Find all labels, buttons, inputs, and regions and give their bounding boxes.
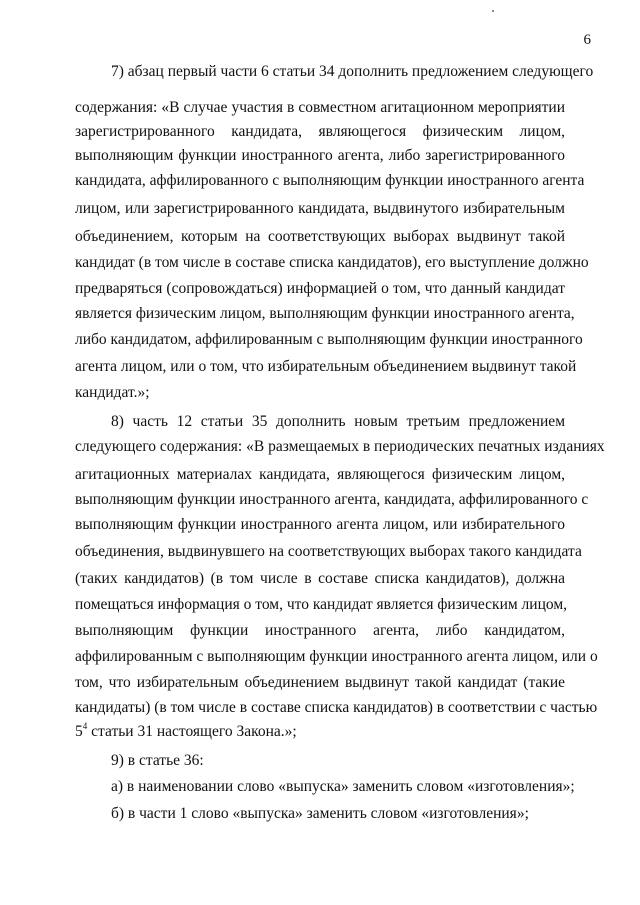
para-8-line: следующего содержания: «В размещаемых в периодических печатных изданиях	[75, 438, 605, 455]
para-8-line: выполняющим функции иностранного агента, либо кандидатом,	[75, 622, 565, 639]
para-7-line: выполняющим функции иностранного агента, либо зарегистрированного	[75, 147, 565, 164]
para-8-last-line-text: статьи 31 настоящего Закона.»;	[87, 723, 297, 740]
para-8-line: объединения, выдвинувшего на соответствующих выборах такого кандидата	[75, 543, 582, 560]
para-8-line: (таких кандидатов) (в том числе в составе списка кандидатов), должна	[75, 570, 565, 587]
para-8-line: 8) часть 12 статьи 35 дополнить новым третьим предложением	[111, 413, 565, 430]
para-7-line: 7) абзац первый части 6 статьи 34 дополнить предложением следующего	[111, 63, 594, 80]
para-7-line: предваряться (сопровождаться) информацией о том, что данный кандидат	[75, 280, 565, 297]
para-9-subitem-b: б) в части 1 слово «выпуска» заменить словом «изготовления»;	[111, 805, 529, 822]
para-9-subitem-a: а) в наименовании слово «выпуска» заменить словом «изготовления»;	[111, 778, 575, 795]
para-7-line: лицом, или зарегистрированного кандидата, выдвинутого избирательным	[75, 200, 565, 217]
page-number: 6	[583, 32, 591, 48]
para-8-line: помещаться информация о том, что кандидат является физическим лицом,	[75, 596, 568, 613]
para-7-line: агента лицом, или о том, что избирательным объединением выдвинут такой	[75, 358, 577, 375]
scan-speck	[492, 10, 494, 12]
para-7-line: зарегистрированного кандидата, являющегося физическим лицом,	[75, 123, 565, 140]
para-7-line: кандидат (в том числе в составе списка кандидатов), его выступление должно	[75, 254, 589, 271]
para-7-line: объединением, которым на соответствующих выборах выдвинут такой	[75, 228, 565, 245]
para-8-line: выполняющим функции иностранного агента лицом, или избирательного	[75, 516, 565, 533]
para-8-line: агитационных материалах кандидата, являющегося физическим лицом,	[75, 466, 565, 483]
para-7-line: кандидата, аффилированного с выполняющим функции иностранного агента	[75, 172, 585, 189]
para-8-last-line	[75, 722, 565, 742]
para-7-line: кандидат.»;	[75, 384, 150, 401]
para-8-line: том, что избирательным объединением выдвинут такой кандидат (такие	[75, 674, 565, 691]
para-8-line: аффилированным с выполняющим функции иностранного агента лицом, или о	[75, 648, 598, 665]
para-7-line: является физическим лицом, выполняющим функции иностранного агента,	[75, 305, 575, 322]
para-9-heading: 9) в статье 36:	[111, 752, 204, 769]
para-7-line: либо кандидатом, аффилированным с выполняющим функции иностранного	[75, 331, 583, 348]
footnote-superscript: 4	[82, 721, 88, 731]
para-8-line: кандидаты) (в том числе в составе списка кандидатов) в соответствии с частью	[75, 699, 598, 716]
footnote-base: 5	[75, 723, 83, 740]
para-8-line: выполняющим функции иностранного агента, кандидата, аффилированного с	[75, 491, 589, 508]
para-7-line: содержания: «В случае участия в совместном агитационном мероприятии	[75, 99, 565, 116]
